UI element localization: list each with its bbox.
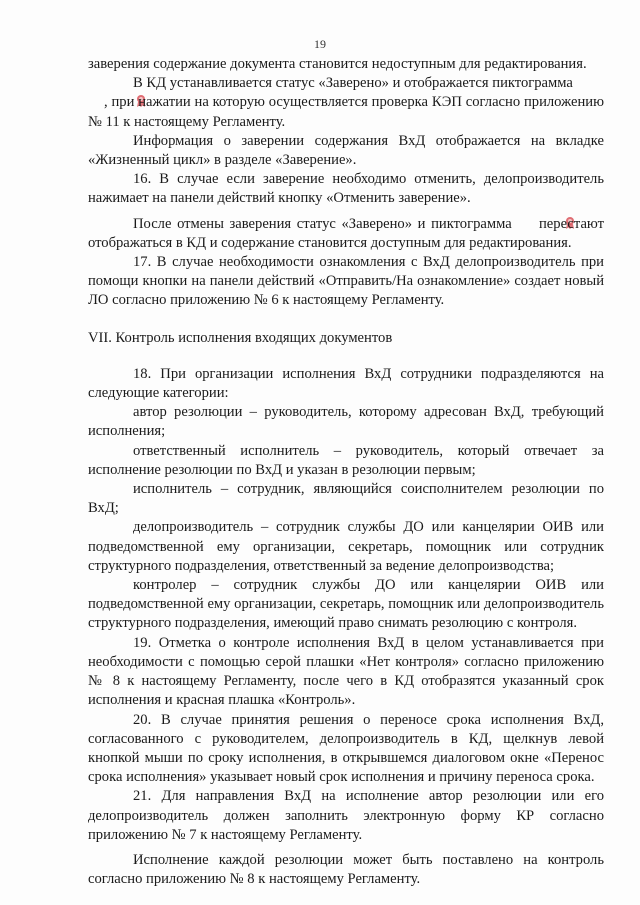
paragraph-21: 21. Для направления ВхД на исполнение автор резолюции или его делопроизводитель должен заполнить электронную форму КР согласно приложению № 7 к настоящему Регламенту. bbox=[88, 788, 604, 843]
paragraph-19: 19. Отметка о контроле исполнения ВхД в целом устанавливается при необходимости с помощью серой плашки «Нет контроля» согласно приложению № 8 к настоящему Регламенту, после чего в КД отобразятся указанный срок исполнения и красная плашка «Контроль». bbox=[88, 634, 604, 709]
paragraph-resolution-control: Исполнение каждой резолюции может быть поставлено на контроль согласно приложению № 8 к настоящему Регламенту. bbox=[88, 851, 604, 888]
paragraph-cancel-text-a: После отмены заверения статус «Заверено» и пиктограмма bbox=[133, 215, 512, 232]
document-body bbox=[88, 55, 604, 889]
paragraph-16: 16. В случае если заверение необходимо отменить, делопроизводитель нажимает на панели действий кнопку «Отменить заверение». bbox=[88, 171, 604, 207]
paragraph-responsible-executor: ответственный исполнитель – руководитель, который отвечает за исполнение резолюции по ВхД и указан в резолюции первым; bbox=[88, 442, 604, 478]
paragraph-status-certified bbox=[88, 74, 604, 132]
paragraph-certification-info: Информация о заверении содержания ВхД отображается на вкладке «Жизненный цикл» в разделе «Заверение». bbox=[88, 132, 604, 169]
paragraph-controller: контролер – сотрудник службы ДО или канцелярии ОИВ или подведомственной ему организации, секретарь, помощник или делопроизводитель структурного подразделения, имеющий право снимать резолюцию с контроля. bbox=[88, 577, 604, 632]
paragraph-cancel-text-b: перестают отображаться в КД и содержание становится доступным для редактирования. bbox=[88, 215, 605, 251]
section-heading: VII. Контроль исполнения входящих документов bbox=[88, 329, 393, 346]
paragraph-18: 18. При организации исполнения ВхД сотрудники подразделяются на следующие категории: bbox=[88, 365, 604, 402]
paragraph-clerk: делопроизводитель – сотрудник службы ДО или канцелярии ОИВ или подведомственной ему организации, секретарь, помощник или сотрудник структурного подразделения, ответственный за ведение делопроизводства; bbox=[88, 519, 604, 574]
paragraph-20: 20. В случае принятия решения о переносе срока исполнения ВхД, согласованного с руководителем, делопроизводитель в КД, щелкнув левой кнопкой мыши по сроку исполнения, в открывшемся диалоговом окне «Перенос срока исполнения» указывает новый срок исполнения и причину переноса срока. bbox=[88, 711, 604, 786]
paragraph-executor: исполнитель – сотрудник, являющийся соисполнителем резолюции по ВхД; bbox=[88, 481, 604, 517]
paragraph-17: 17. В случае необходимости ознакомления с ВхД делопроизводитель при помощи кнопки на панели действий «Отправить/На ознакомление» создает новый ЛО согласно приложению № 6 к настоящему Регламенту. bbox=[88, 254, 604, 309]
paragraph-cancel-certification bbox=[88, 215, 604, 253]
paragraph-resolution-author: автор резолюции – руководитель, которому адресован ВхД, требующий исполнения; bbox=[88, 404, 604, 440]
paragraph-continuation: заверения содержание документа становится недоступным для редактирования. bbox=[88, 56, 587, 72]
paragraph-status-certified-text-a: В КД устанавливается статус «Заверено» и отображается пиктограмма bbox=[133, 75, 573, 92]
certified-seal-icon bbox=[519, 216, 531, 230]
page-number: 19 bbox=[314, 37, 326, 51]
certified-seal-icon bbox=[90, 94, 102, 108]
paragraph-status-certified-text-b: , при нажатии на которую осуществляется проверка КЭП согласно приложению № 11 к настоящему Регламенту. bbox=[88, 94, 604, 130]
